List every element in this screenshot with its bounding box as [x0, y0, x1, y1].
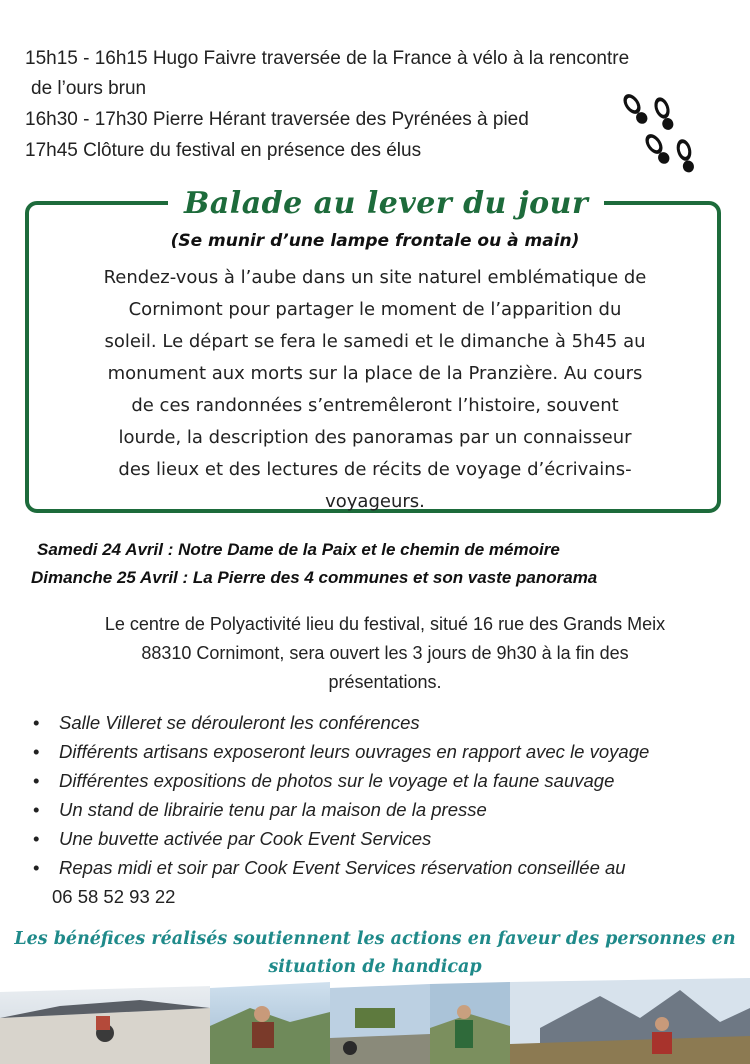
feature-text: Un stand de librairie tenu par la maison de la presse	[59, 799, 487, 820]
walk-sunday: Dimanche 25 Avril : La Pierre des 4 communes et son vaste panorama	[31, 568, 598, 587]
balade-line: soleil. Le départ se fera le samedi et le dimanche à 5h45 au	[104, 331, 646, 352]
feature-item	[30, 737, 649, 766]
balade-line: de ces randonnées s’entremêleront l’histoire, souvent	[131, 395, 619, 416]
feature-item	[30, 853, 649, 911]
walk-saturday: Samedi 24 Avril : Notre Dame de la Paix et le chemin de mémoire	[37, 540, 560, 559]
bullet-icon: •	[33, 857, 40, 878]
feature-text: Différentes expositions de photos sur le voyage et la faune sauvage	[59, 770, 615, 791]
feature-item	[30, 824, 649, 853]
balade-note: (Se munir d’une lampe frontale ou à main)	[170, 231, 580, 251]
bullet-icon: •	[33, 712, 40, 733]
feature-item	[30, 795, 649, 824]
centre-line: 88310 Cornimont, sera ouvert les 3 jours de 9h30 à la fin des	[141, 643, 629, 663]
travel-photos-strip	[0, 978, 750, 1064]
schedule-line-2: de l’ours brun	[31, 78, 147, 99]
benefits-line: situation de handicap	[268, 957, 482, 977]
footprints-icon	[618, 92, 708, 178]
feature-item	[30, 766, 649, 795]
balade-body	[50, 262, 700, 518]
bullet-icon: •	[33, 770, 40, 791]
balade-title-wrap	[168, 181, 604, 225]
bullet-icon: •	[33, 828, 40, 849]
balade-line: voyageurs.	[325, 491, 425, 512]
schedule-line-3: 16h30 - 17h30 Pierre Hérant traversée des Pyrénées à pied	[25, 109, 529, 130]
photo-patagonia	[510, 978, 750, 1064]
feature-text: Une buvette activée par Cook Event Services	[59, 828, 432, 849]
feature-text: Salle Villeret se dérouleront les conférences	[59, 712, 420, 733]
bullet-icon: •	[33, 741, 40, 762]
balade-line: des lieux et des lectures de récits de voyage d’écrivains-	[118, 459, 632, 480]
feature-item	[30, 708, 649, 737]
schedule-line-4: 17h45 Clôture du festival en présence des élus	[25, 140, 422, 161]
balade-line: monument aux morts sur la place de la Pranzière. Au cours	[107, 363, 643, 384]
centre-line: Le centre de Polyactivité lieu du festival, situé 16 rue des Grands Meix	[104, 614, 666, 634]
phone-number: 06 58 52 93 22	[52, 886, 176, 907]
photo-salt-flat	[0, 986, 210, 1064]
photo-hiker	[430, 982, 510, 1064]
bullet-icon: •	[33, 799, 40, 820]
balade-title: Balade au lever du jour	[184, 185, 589, 221]
benefits-line: Les bénéfices réalisés soutiennent les actions en faveur des personnes en	[14, 929, 736, 949]
schedule-line-1: 15h15 - 16h15 Hugo Faivre traversée de la France à vélo à la rencontre	[25, 48, 630, 69]
balade-line: Cornimont pour partager le moment de l’apparition du	[128, 299, 622, 320]
centre-line: présentations.	[328, 672, 442, 692]
benefits-text	[0, 925, 750, 981]
balade-line: lourde, la description des panoramas par un connaisseur	[118, 427, 632, 448]
balade-line: Rendez-vous à l’aube dans un site naturel emblématique de	[103, 267, 647, 288]
feature-text: Repas midi et soir par Cook Event Services réservation conseillée au	[59, 857, 626, 878]
photo-road-sign	[330, 984, 430, 1064]
feature-text: Différents artisans exposeront leurs ouvrages en rapport avec le voyage	[59, 741, 650, 762]
photo-mountain-cyclist	[210, 982, 330, 1064]
centre-info	[40, 610, 730, 697]
features-list	[30, 708, 649, 911]
